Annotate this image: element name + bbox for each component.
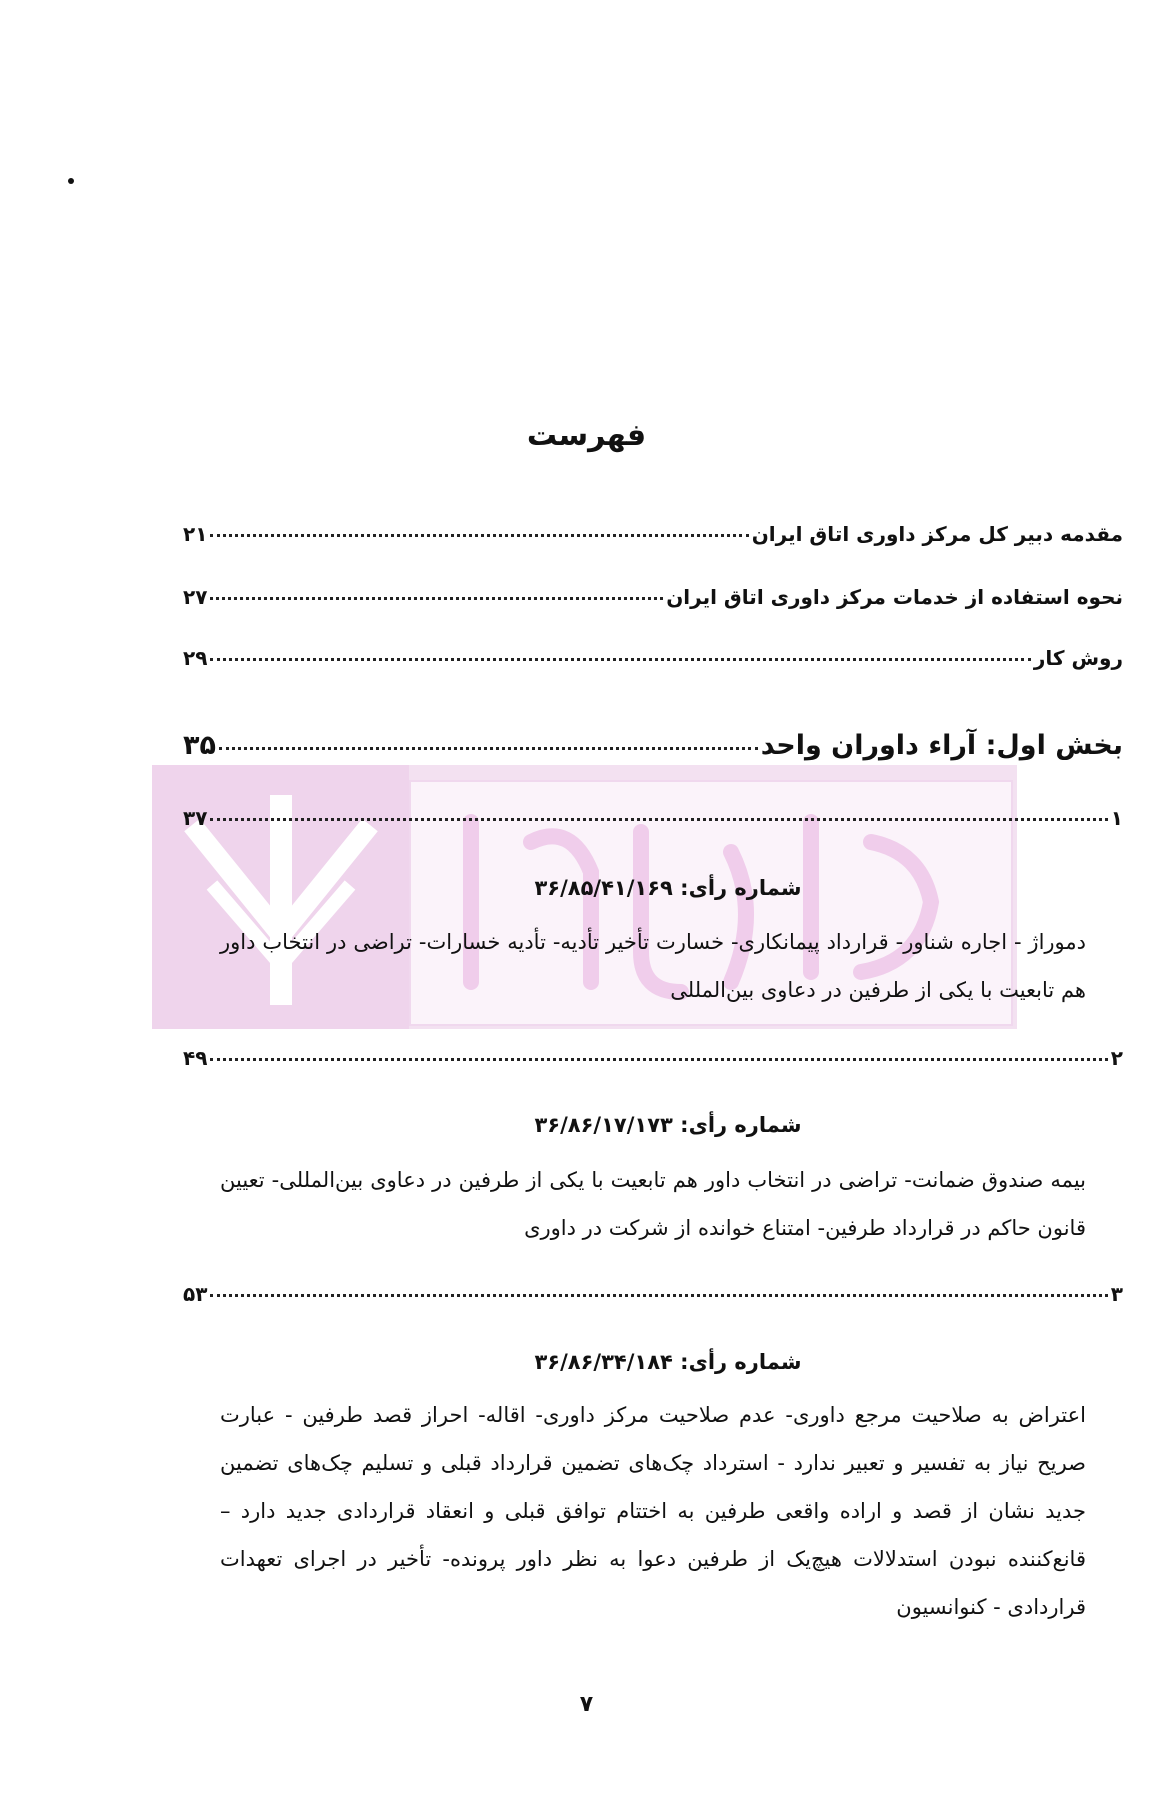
toc-section[interactable] (183, 730, 1123, 761)
dot-leader (219, 747, 758, 750)
toc-item[interactable] (183, 646, 1123, 670)
entry-number: ۲ (1110, 1046, 1123, 1070)
toc-item-label: روش کار (1033, 646, 1123, 670)
dot-leader (210, 1294, 1107, 1297)
dot-leader (210, 658, 1030, 661)
entry-description: دموراژ - اجاره شناور- قرارداد پیمانکاری- خسارت تأخیر تأدیه- تأدیه خسارات- تراضی در انتخاب داور هم تابعیت با یکی از طرفین در دعاوی بین‌المللی (220, 930, 1086, 1002)
ruling-number: شماره رأی: ۳۶/۸۶/۱۷/۱۷۳ (534, 1113, 802, 1137)
section-label: بخش اول: آراء داوران واحد (760, 730, 1123, 761)
toc-item-page: ۲۱ (183, 522, 208, 546)
toc-item-label: مقدمه دبیر کل مرکز داوری اتاق ایران (751, 522, 1123, 546)
dot-leader (210, 534, 748, 537)
dot-leader (210, 818, 1107, 821)
toc-entry-1[interactable] (183, 806, 1123, 830)
entry-description: اعتراض به صلاحیت مرجع داوری- عدم صلاحیت مرکز داوری- اقاله- احراز قصد طرفین - عبارت صریح نیاز به تفسیر و تعبیر ندارد - استرداد چک‌های تضمین قرارداد قبلی و تسلیم چک‌های تضمین جدید نشان از قصد و اراده واقعی طرفین به اختتام توافق قبلی و انعقاد قراردادی جدید دارد – قانع‌کننده نبودن استدلالات هیچ‌یک از طرفین دعوا به نظر داور پرونده- تأخیر در اجرای تعهدات قراردادی - کنوانسیون (220, 1403, 1086, 1619)
dot-leader (210, 1058, 1107, 1061)
entry-page: ۳۷ (183, 806, 208, 830)
toc-item[interactable] (183, 585, 1123, 609)
entry-number: ۳ (1110, 1282, 1123, 1306)
entry-number: ۱ (1110, 806, 1123, 830)
dot-leader (210, 597, 663, 600)
page-title: فهرست (526, 418, 647, 453)
page-number: ۷ (579, 1692, 594, 1717)
toc-entry-2[interactable] (183, 1046, 1123, 1070)
stray-dot (68, 178, 74, 184)
toc-item-page: ۲۷ (183, 585, 208, 609)
section-page: ۳۵ (183, 730, 216, 761)
toc-item-label: نحوه استفاده از خدمات مرکز داوری اتاق ایران (666, 585, 1123, 609)
ruling-number: شماره رأی: ۳۶/۸۶/۳۴/۱۸۴ (534, 1350, 802, 1374)
entry-page: ۵۳ (183, 1282, 208, 1306)
toc-item[interactable] (183, 522, 1123, 546)
entry-page: ۴۹ (183, 1046, 208, 1070)
toc-entry-3[interactable] (183, 1282, 1123, 1306)
toc-item-page: ۲۹ (183, 646, 208, 670)
ruling-number: شماره رأی: ۳۶/۸۵/۴۱/۱۶۹ (534, 876, 802, 900)
entry-description: بیمه صندوق ضمانت- تراضی در انتخاب داور هم تابعیت با یکی از طرفین در دعاوی بین‌المللی- تعیین قانون حاکم در قرارداد طرفین- امتناع خوانده از شرکت در داوری (220, 1168, 1086, 1240)
